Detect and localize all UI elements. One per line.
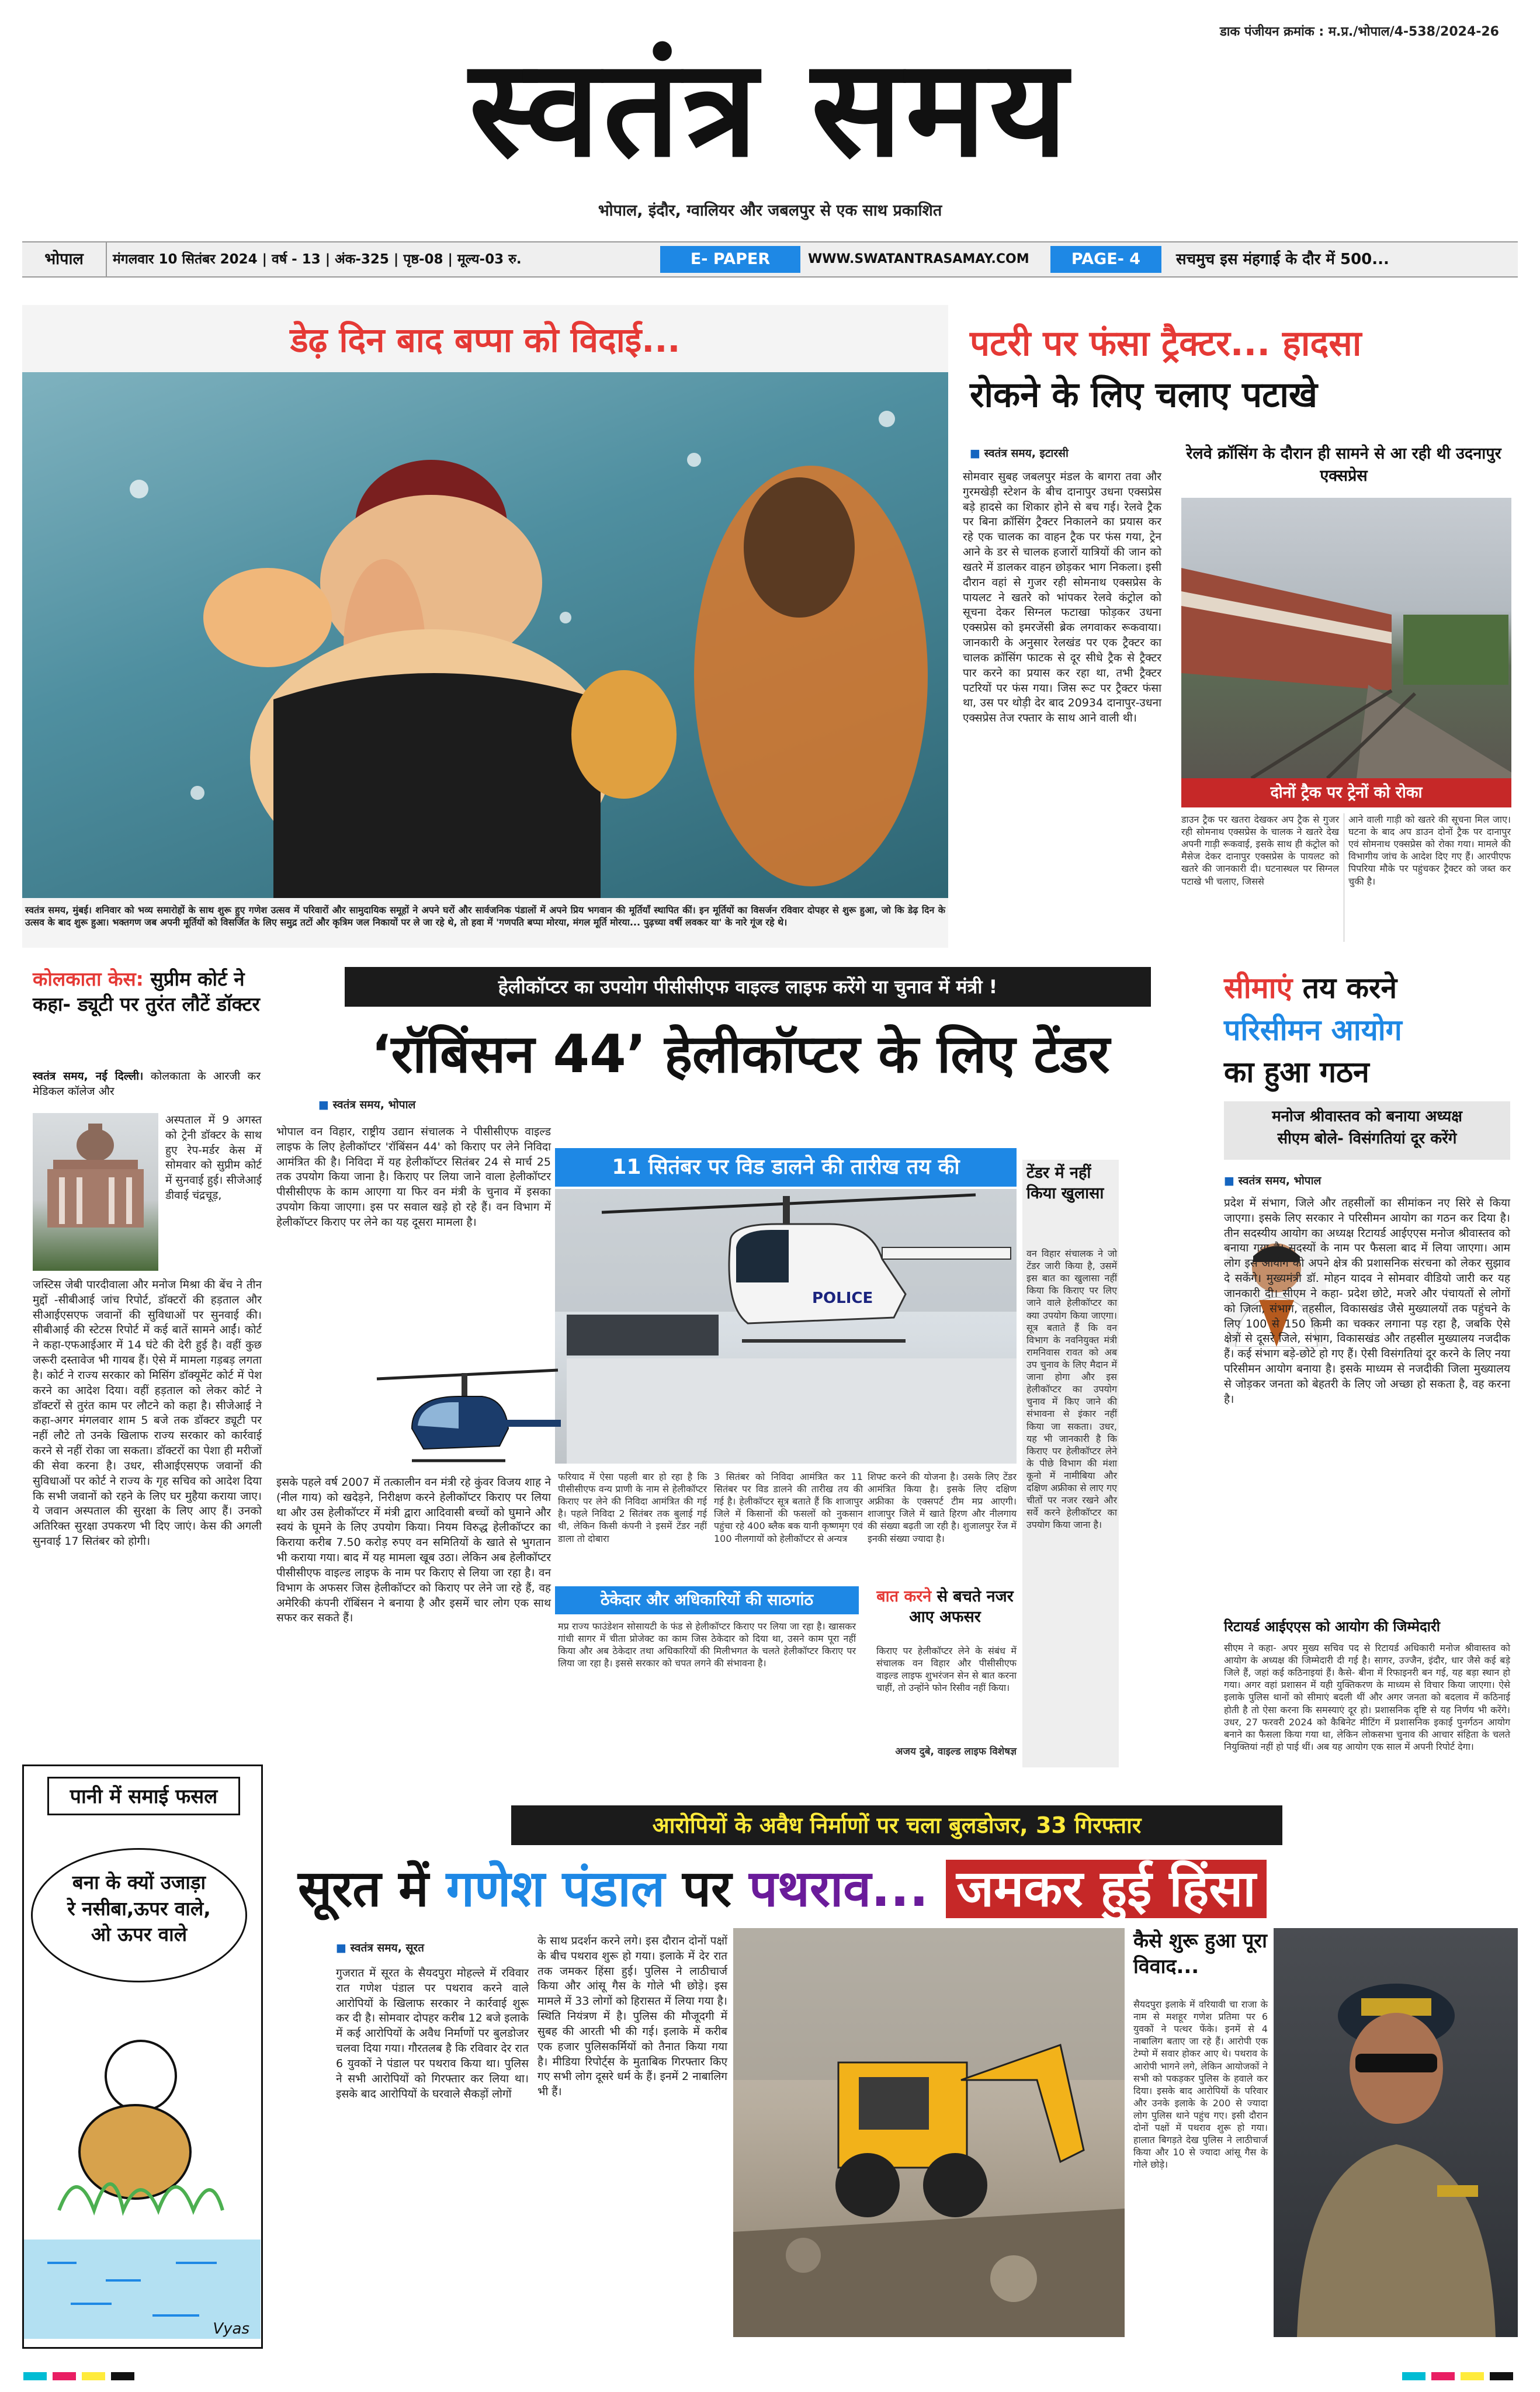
tractor-col-3: आने वाली गाड़ी को खतरे की सूचना मिल जाए। घटना के बाद अप डाउन दोनों ट्रैक पर दानापुर एवं सोमनाथ एक्सप्रेस को रोका गया। मामले की विभागीय जांच के आदेश दिए गए हैं। आरपीएफ पिपरिया मौके पर पहुंचकर ट्रैक्टर को जब्त कर चुकी है। — [1348, 814, 1511, 887]
delimitation-headline-red: सीमाएं — [1224, 971, 1293, 1005]
subbox-col-1: फरियाद में ऐसा पहली बार हो रहा है कि पीसीसीएफ वन्य प्राणी के नाम से हेलीकॉप्टर किराए पर लेने की निविदा आमंत्रित की गई है। पहले निविदा 2 सितंबर तक बुलाई गई थी, लेकिन किसी कंपनी ने इसमें टेंडर नहीं डाला तो दोबारा — [558, 1471, 707, 1544]
train-illustration — [1181, 498, 1511, 778]
tractor-headline-1: पटरी पर फंसा ट्रैक्टर... हादसा — [970, 323, 1362, 364]
delimitation-headline-1-rest: तय करने — [1302, 971, 1397, 1005]
kolkata-byline-block — [33, 1069, 261, 1100]
surat-col-2: के साथ प्रदर्शन करने लगे। इस दौरान दोनों पक्षों के बीच पथराव शुरू हो गया। इलाके में देर रात तक जमकर हिंसा हुई। पुलिस ने लाठीचार्ज किया और आंसू गैस के गोले भी छोड़े। इस मामले में 33 लोगों को हिरासत में लिया गया है। स्थिति नियंत्रण में है। पुलिस की मौजूदगी में सुबह की आरती भी की गई। इलाके में करीब एक हजार पुलिसकर्मियों को तैनात किया गया है। मीडिया रिपोर्ट्स के मुताबिक गिरफ्तार किए गए सभी लोग दूसरे धर्म के हैं। इनमें 2 नाबालिग भी हैं। — [537, 1935, 727, 2099]
cartoon-speech-bubble — [31, 1848, 247, 1982]
cartoon-farmer-illustration — [24, 1988, 261, 2339]
cartoon-line-2: रे नसीबा,ऊपर वाले, — [67, 1897, 211, 1920]
avoid-text: किराए पर हेलीकॉप्टर लेने के संबंध में संचालक वन विहार और पीसीसीएफ वाइल्ड लाइफ शुभरंजन सेन से बात करना चाहीं, तो उन्होंने फोन रिसीव नहीं किया। — [876, 1645, 1017, 1694]
cartoon — [22, 1764, 263, 2349]
issue-meta: मंगलवार 10 सितंबर 2024 | वर्ष - 13 | अंक-325 | पृष्ठ-08 | मूल्य-03 रु. — [113, 252, 522, 267]
tractor-photo-caption: दोनों ट्रैक पर ट्रेनों को रोका — [1181, 778, 1511, 807]
supreme-court-photo — [33, 1113, 158, 1271]
avoid-signature: अजय दुबे, वाइल्ड लाइफ विशेषज्ञ — [895, 1746, 1017, 1757]
surat-col-1: गुजरात में सूरत के सैयदपुरा मोहल्ले में रविवार रात गणेश पंडाल पर पथराव करने वाले आरोपियों के खिलाफ सरकार ने कार्रवाई शुरू कर दी है। सोमवार दोपहर करीब 12 बजे इलाके में कई आरोपियों के अवैध निर्माणों पर बुलडोजर चलवा दिया गया। गौरतलब है कि रविवार देर रात 6 युवकों ने पंडाल पर पथराव किया था। पुलिस ने सभी आरोपियों को गिरफ्तार कर लिया था। इसके बाद आरोपियों के घरवाले सैकड़ों लोगों — [336, 1967, 529, 2100]
helicopter-story — [272, 967, 1209, 1779]
kolkata-story — [22, 967, 263, 1750]
surat-headline-part-3: पर — [682, 1860, 732, 1918]
robinson-helicopter-illustration — [371, 1358, 564, 1475]
kolkata-byline: स्वतंत्र समय, नई दिल्ली। — [33, 1070, 144, 1083]
delimitation-subhead-2: सीएम बोले- विसंगतियां दूर करेंगे — [1277, 1129, 1457, 1148]
helicopter-body-2: इसके पहले वर्ष 2007 में तत्कालीन वन मंत्री रहे कुंवर विजय शाह ने (नील गाय) को खदेड़ने, निरीक्षण करने हेलीकॉप्टर किराए पर लिया था और उस हेलीकॉप्टर में मंत्री द्वारा आदिवासी बच्चों को घुमाने और स्वयं के घूमने के लिए उपयोग किया। नियम विरुद्ध हेलीकॉप्टर का किराया करीब 7.50 करोड़ रुपए वन समितियों के खाते से भुगतान भी कराया गया। बाद में यह मामला खूब उठा। लेकिन अब हेलीकॉप्टर पीसीसीएफ वाइल्ड लाइफ के नाम पर किराए से लिया जा रहा है। वन विभाग के अफसर जिस हेलीकॉप्टर को किराए पर लेने जा रहे हैं, वह अमेरिकी कंपनी रॉबिंसन ने बनाया है और इसमें चार लोग एक साथ सफर कर सकते हैं। — [276, 1476, 551, 1625]
cartoon-line-1: बना के क्यों उजाड़ा — [72, 1871, 206, 1894]
tractor-story — [958, 305, 1518, 948]
avoid-title-rest: से बचते नजर आए अफसर — [909, 1587, 1014, 1627]
surat-byline: ■ स्वतंत्र समय, सूरत — [336, 1940, 424, 1955]
kolkata-headline-red: कोलकाता केस: — [33, 968, 144, 990]
tractor-byline: ■ स्वतंत्र समय, इटारसी — [970, 445, 1069, 460]
kolkata-side-text: अस्पताल में 9 अगस्त को ट्रेनी डॉक्टर के साथ हुए रेप-मर्डर केस में सोमवार को सुप्रीम कोर्ट में सुनवाई हुई। सीजेआई डीवाई चंद्रचूड़, — [165, 1114, 262, 1202]
tender-side-text: वन विहार संचालक ने जो टेंडर जारी किया है, उसमें इस बात का खुलासा नहीं किया कि किराए पर लिए जाने वाले हेलीकॉप्टर का क्या उपयोग किया जाएगा। सूत्र बताते हैं कि वन विभाग के नवनियुक्त मंत्री रामनिवास रावत को अब उप चुनाव के लिए मैदान में जाना होगा और इस हेलीकॉप्टर का उपयोग चुनाव में किए जाने की संभावना से इंकार नहीं किया जा सकता। उधर, यह भी जानकारी है कि किराए पर हेलीकॉप्टर लेने के पीछे विभाग की मंशा कूनो में नामीबिया और दक्षिण अफ्रीका से लाए गए चीतों पर नजर रखने और सर्वे करने हेलीकॉप्टर का उपयोग किया जाना है। — [1026, 1248, 1117, 1531]
website-link[interactable]: WWW.SWATANTRASAMAY.COM — [808, 252, 1029, 266]
tractor-col-2: डाउन ट्रैक पर खतरा देखकर अप ट्रैक से गुजर रही सोमनाथ एक्सप्रेस के चालक ने खतरे देख अपनी गाड़ी रूकवाई, इसके साथ ही कंट्रोल को मैसेज देकर दानापुर एक्सप्रेस के पायलट को खतरे की जानकारी दी। घटनास्थल पर सिग्नल पटाखे भी चलाए, जिससे — [1181, 814, 1339, 887]
postal-registration: डाक पंजीयन क्रमांक : म.प्र./भोपाल/4-538/2024-26 — [1219, 25, 1499, 39]
epaper-badge[interactable]: E- PAPER — [660, 246, 800, 273]
color-registration-strip — [0, 2366, 1540, 2390]
delimitation-body-2: सीएम ने कहा- अपर मुख्य सचिव पद से रिटायर्ड अधिकारी मनोज श्रीवास्तव को आयोग के अध्यक्ष की जिम्मेदारी दी गई है। सागर, उज्जैन, इंदौर, धार जैसे कई बड़े जिले हैं, जहां कई कठिनाइयां हैं। कैसे- बीना में रिफाइनरी बन गई, यह बड़ा स्थान हो गया। अगर वहां प्रशासन में यही युक्तिकरण के माध्यम से विचार किया जाएगा। ऐसे इलाके पुलिस थानों को सीमाएं बदली थीं और अगर जनता को बदलाव में कठिनाई होती है तो ऐसा करना कि समस्याएं दूर हो। प्रशासनिक दृष्टि से यह निर्णय भी करेंगे। उधर, 27 फरवरी 2024 को कैबिनेट मीटिंग में प्रशासनिक इकाई पुनर्गठन आयोग बनाने का फैसला किया गया था, लेकिन लोकसभा चुनाव की आचार संहिता के चलते नियुक्तियां नहीं हो पाई थीं। अब यह आयोग एक साल में अपनी रिपोर्ट देगा। — [1224, 1642, 1510, 1752]
bulldozer-photo — [733, 1928, 1125, 2337]
ganesh-story — [22, 305, 948, 948]
tractor-headline-2: रोकने के लिए चलाए पटाखे — [970, 375, 1317, 415]
page-number-badge: PAGE- 4 — [1050, 246, 1161, 273]
subbox-col-2: 3 सितंबर को निविदा आमंत्रित कर 11 सितंबर पर विड डालने की तारीख तय की गई है। हेलीकॉप्टर सूत्र बताते हैं कि शाजापुर जिले में किसानों की फसलों को नुकसान पहुंचा रहे 400 ब्लैक बक यानी कृष्णमृग एवं 100 नीलगायों को हेलीकॉप्टर से अन्यत्र — [714, 1471, 863, 1544]
surat-story — [272, 1805, 1518, 2349]
delimitation-story — [1215, 967, 1518, 1779]
tender-side-title: टेंडर में नहीं किया खुलासा — [1026, 1164, 1104, 1203]
robinson-helicopter-inset — [371, 1358, 564, 1475]
info-bar — [22, 241, 1518, 278]
kolkata-headline-rest: सुप्रीम कोर्ट ने कहा- ड्यूटी पर तुरंत लौटें डॉक्टर — [33, 968, 260, 1015]
edition-city: भोपाल — [22, 242, 107, 276]
delimitation-subhead-1: मनोज श्रीवास्तव को बनाया अध्यक्ष — [1272, 1108, 1462, 1125]
newspaper-title: स्वतंत्र समय — [469, 29, 1071, 187]
bulldozer-illustration — [733, 1928, 1125, 2337]
kolkata-body: जस्टिस जेबी पारदीवाला और मनोज मिश्रा की बेंच ने तीन मुद्दों -सीबीआई जांच रिपोर्ट, डॉक्टरों की हड़ताल और सीआईएसएफ जवानों की सुविधाओं पर सुनवाई की। सीबीआई की स्टेटस रिपोर्ट में कई बातें सामने आईं। कोर्ट ने कहा-एफआईआर में 14 घंटे की देरी हुई है। वहीं कुछ जरूरी दस्तावेज भी गायब हैं। ऐसे में मामला गड़बड़ लगता है। कोर्ट ने राज्य सरकार को मिसिंग डॉक्यूमेंट कोर्ट में पेश करने का आदेश दिया। वहीं हड़ताल को लेकर कोर्ट ने डॉक्टरों से तुरंत काम पर लौटने को कहा है। सीजेआई ने कहा-अगर मंगलवार शाम 5 बजे तक डॉक्टर ड्यूटी पर नहीं लौटे तो उनके खिलाफ राज्य सरकार को कार्रवाई करने से नहीं रोका जा सकता। डॉक्टरों का पेशा ही मरीजों की सेवा करना है। उधर, सीआईएसएफ जवानों की सुविधाओं पर कोर्ट ने राज्य के गृह सचिव को आदेश दिया कि सभी जवानों को रहने के लिए घर मुहैया कराया जाए। ये जवान अस्पताल की सुरक्षा के लिए आए हैं। उनको अतिरिक्त सुरक्षा उपकरण भी दिए जाएं। केस की अगली सुनवाई 17 सितंबर को होगी। — [33, 1278, 262, 1548]
surat-headline-redbox: जमकर हुई हिंसा — [946, 1860, 1267, 1918]
tractor-photo — [1181, 498, 1511, 778]
delimitation-headline-2: परिसीमन आयोग — [1224, 1013, 1402, 1047]
subbox-col-3: शिफ्ट करने की योजना है। उसके लिए टेंडर आमंत्रित किया है। इसके लिए दक्षिण अफ्रीका के एक्सपर्ट टीम मप्र आएगी। शाजापुर जिले में खाते हिरण और नीलगाय की संख्या बढ़ती जा रही है। शुजालपुर रेंज में इनकी संख्या ज्यादा है। — [868, 1471, 1017, 1544]
delimitation-headline-1 — [1224, 967, 1397, 1007]
kolkata-headline — [33, 967, 261, 1017]
court-building-illustration — [33, 1113, 158, 1271]
nexus-text: मप्र राज्य फाउंडेशन सोसायटी के फंड से हेलीकॉप्टर किराए पर लिया जा रहा है। खासकर गांधी सागर में चीता प्रोजेक्ट का काम जिस ठेकेदार को दिया था, उसने काम पूरा नहीं किया और अब ठेकेदार तथा अधिकारियों की मिलीभगत के चलते हेलीकॉप्टर किराए पर लिया जा रहा है। इससे सरकार को चपत लगने की संभावना है। — [558, 1621, 856, 1669]
surat-headline-part-2: गणेश पंडाल — [446, 1860, 665, 1918]
cartoon-line-3: ओ ऊपर वाले — [91, 1923, 188, 1946]
delimitation-byline: ■ स्वतंत्र समय, भोपाल — [1224, 1173, 1321, 1188]
police-officer-photo — [1274, 1928, 1518, 2337]
cartoonist-signature: Vyas — [213, 2320, 249, 2338]
delimitation-headline-3: का हुआ गठन — [1224, 1055, 1369, 1089]
helicopter-photo — [555, 1189, 1017, 1464]
cartoon-title: पानी में समाई फसल — [47, 1777, 240, 1815]
teaser-text[interactable]: सचमुच इस मंहगाई के दौर में 500... — [1176, 251, 1389, 268]
ganesh-caption: स्वतंत्र समय, मुंबई। शनिवार को भव्य समारोहों के साथ शुरू हुए गणेश उत्सव में परिवारों और सामुदायिक समूहों ने अपने घरों और सार्वजनिक पंडालों में अपने प्रिय भगवान की मूर्तियाँ स्थापित कीं। इन मूर्तियों का विसर्जन रविवार दोपहर से शुरू हुआ, जो कि डेढ़ दिन के उत्सव के बाद शुरू हुआ। भक्तगण जब अपनी मूर्तियों को विसर्जित के लिए समुद्र तटों और कृत्रिम जल निकायों पर ले जा रहे थे, तो हवा में 'गणपति बप्पा मोरया, मंगल मूर्ति मोरया... पुढ़च्या वर्षी लवकर या' के नारे गूंज रहे थे। — [25, 904, 945, 928]
helicopter-headline: ‘रॉबिंसन 44’ हेलीकॉप्टर के लिए टेंडर — [371, 1024, 1110, 1085]
ganesh-headline: डेढ़ दिन बाद बप्पा को विदाई... — [290, 320, 681, 360]
tractor-photo-title: रेलवे क्रॉसिंग के दौरान ही सामने से आ रही थी उदनापुर एक्सप्रेस — [1186, 445, 1501, 485]
helicopter-byline: ■ स्वतंत्र समय, भोपाल — [318, 1097, 415, 1112]
avoid-title — [873, 1586, 1017, 1627]
how-text: सैयदपुरा इलाके में वरियावी चा राजा के नाम से मशहूर गणेश प्रतिमा पर 6 युवकों ने पत्थर फेंके। इनमें से 4 नाबालिग बताए जा रहे हैं। आरोपी एक टेम्पो में सवार होकर आए थे। पथराव के आरोपी भागने लगे, लेकिन आयोजकों ने सभी को पकड़कर पुलिस के हवाले कर दिया। इसके बाद आरोपियों के परिवार और उनके इलाके के 200 से ज्यादा लोग पुलिस थाने पहुंच गए। इसी दौरान दोनों पक्षों में पथराव शुरू हो गया। हालात बिगड़ते देख पुलिस ने लाठीचार्ज किया और 10 से ज्यादा आंसू गैस के गोले छोड़े। — [1133, 1999, 1268, 2171]
tractor-body: सोमवार सुबह जबलपुर मंडल के बागरा तवा और गुरमखेड़ी स्टेशन के बीच दानापुर उधना एक्सप्रेस बड़े हादसे का शिकार होने से बच गई। रेलवे ट्रैक पर बिना क्रॉसिंग ट्रैक्टर निकालने का प्रयास कर रहे एक चालक का वाहन ट्रैक पर फंस गया, ट्रेन आने के डर से चालक हजारों यात्रियों की जान को खतरे में डालकर वाहन छोड़कर भाग निकला। इसी दौरान वहां से गुजर रही सोमनाथ एक्सप्रेस के पायलट ने खतरे को भांपकर रेलवे कंट्रोल को सूचना देकर सिग्नल फटाखा फोड़कर उधना एक्सप्रेस को इमरजेंसी ब्रेक लगवाकर रूकवाया। जानकारी के अनुसार रेलखंड पर एक ट्रैक्टर का चालक क्रॉसिंग फाटक से दूर सीधे ट्रैक से ट्रैक्टर पार करने का प्रयास कर रहा था, तभी ट्रैक्टर पटरियों पर फंस गया। जिस रूट पर ट्रैक्टर फंसा था, उस पर थोड़ी देर बाद 20934 दानापुर-उधना एक्सप्रेस तेज रफ्तार के साथ आने वाली थी। — [963, 470, 1161, 725]
police-helicopter-illustration — [555, 1189, 1017, 1464]
svg-text:POLICE: POLICE — [812, 1289, 873, 1307]
tagline: भोपाल, इंदौर, ग्वालियर और जबलपुर से एक साथ प्रकाशित — [598, 202, 942, 220]
surat-headline — [298, 1859, 1267, 1919]
surat-kicker: आरोपियों के अवैध निर्माणों पर चला बुलडोजर, 33 गिरफ्तार — [511, 1805, 1282, 1845]
helicopter-body-1: भोपाल वन विहार, राष्ट्रीय उद्यान संचालक ने पीसीसीएफ वाइल्ड लाइफ के लिए हेलीकॉप्टर 'रॉबिंसन 44' को किराए पर लेने निविदा आमंत्रित की है। निविदा में यह हेलीकॉप्टर सितंबर 24 से मार्च 25 तक उपयोग किया जाना है। किराए पर लिया जाने वाला हेलीकॉप्टर पीसीसीएफ के काम आएगा या फिर वन मंत्री के चुनाव में इसका उपयोग किया जाएगा। इस पर सवाल खड़े हो रहे हैं। वन विभाग में हेलीकॉप्टर किराए पर लेने का यह दूसरा मामला है। — [276, 1125, 551, 1229]
how-title: कैसे शुरू हुआ पूरा विवाद... — [1133, 1929, 1267, 1979]
avoid-title-red: बात करने — [876, 1587, 932, 1606]
nexus-title: ठेकेदार और अधिकारियों की साठगांठ — [555, 1586, 859, 1614]
delimitation-subhead-3: रिटायर्ड आईएएस को आयोग की जिम्मेदारी — [1224, 1618, 1440, 1635]
helicopter-kicker: हेलीकॉप्टर का उपयोग पीसीसीएफ वाइल्ड लाइफ करेंगे या चुनाव में मंत्री ! — [345, 967, 1151, 1007]
kolkata-lead: कोलकाता के आरजी कर मेडिकल कॉलेज और — [33, 1070, 261, 1098]
masthead — [0, 0, 1540, 231]
delimitation-body: प्रदेश में संभाग, जिले और तहसीलों का सीमांकन नए सिरे से किया जाएगा। इसके लिए सरकार ने परिसीमन आयोग का गठन कर दिया है। तीन सदस्यीय आयोग का अध्यक्ष रिटायर्ड आईएएस मनोज श्रीवास्तव को बनाया गया है। सदस्यों के नाम पर फैसला बाद में लिया जाएगा। आम लोग इस आयोग को अपने क्षेत्र की प्रशासनिक संरचना को लेकर सुझाव दे सकेंगे। मुख्यमंत्री डॉ. मोहन यादव ने सोमवार वीडियो जारी कर यह जानकारी दी। सीएम ने कहा- प्रदेश छोटे, मजरे और पंचायतों से लोगों को जिला, संभाग, तहसील, विकासखंड जैसे मुख्यालयों तक पहुंचने के लिए 100 से 150 किमी का चक्कर लगाना पड़ रहा है, जबकि ऐसे क्षेत्रों से दूसरे जिले, संभाग, विकासखंड और तहसील मुख्यालय नजदीक हैं। कई संभाग बड़े-छोटे हो गए हैं। ऐसी विसंगतियां दूर करने के लिए नया परिसीमन आयोग बनाया है। इसके माध्यम से नजदीकी जिला मुख्यालय से जोड़कर जनता को बेहतरी के लिए जो अच्छा हो सकता है, वह करना है। — [1224, 1197, 1510, 1406]
delimitation-subhead-box — [1224, 1101, 1510, 1160]
ganesh-idol-illustration — [22, 372, 948, 898]
surat-headline-part-4: पथराव... — [749, 1860, 929, 1918]
ganesh-photo — [22, 372, 948, 898]
surat-headline-part-1: सूरत में — [298, 1860, 429, 1918]
police-officer-illustration — [1274, 1928, 1518, 2337]
helicopter-bar: 11 सितंबर पर विड डालने की तारीख तय की — [555, 1148, 1017, 1187]
